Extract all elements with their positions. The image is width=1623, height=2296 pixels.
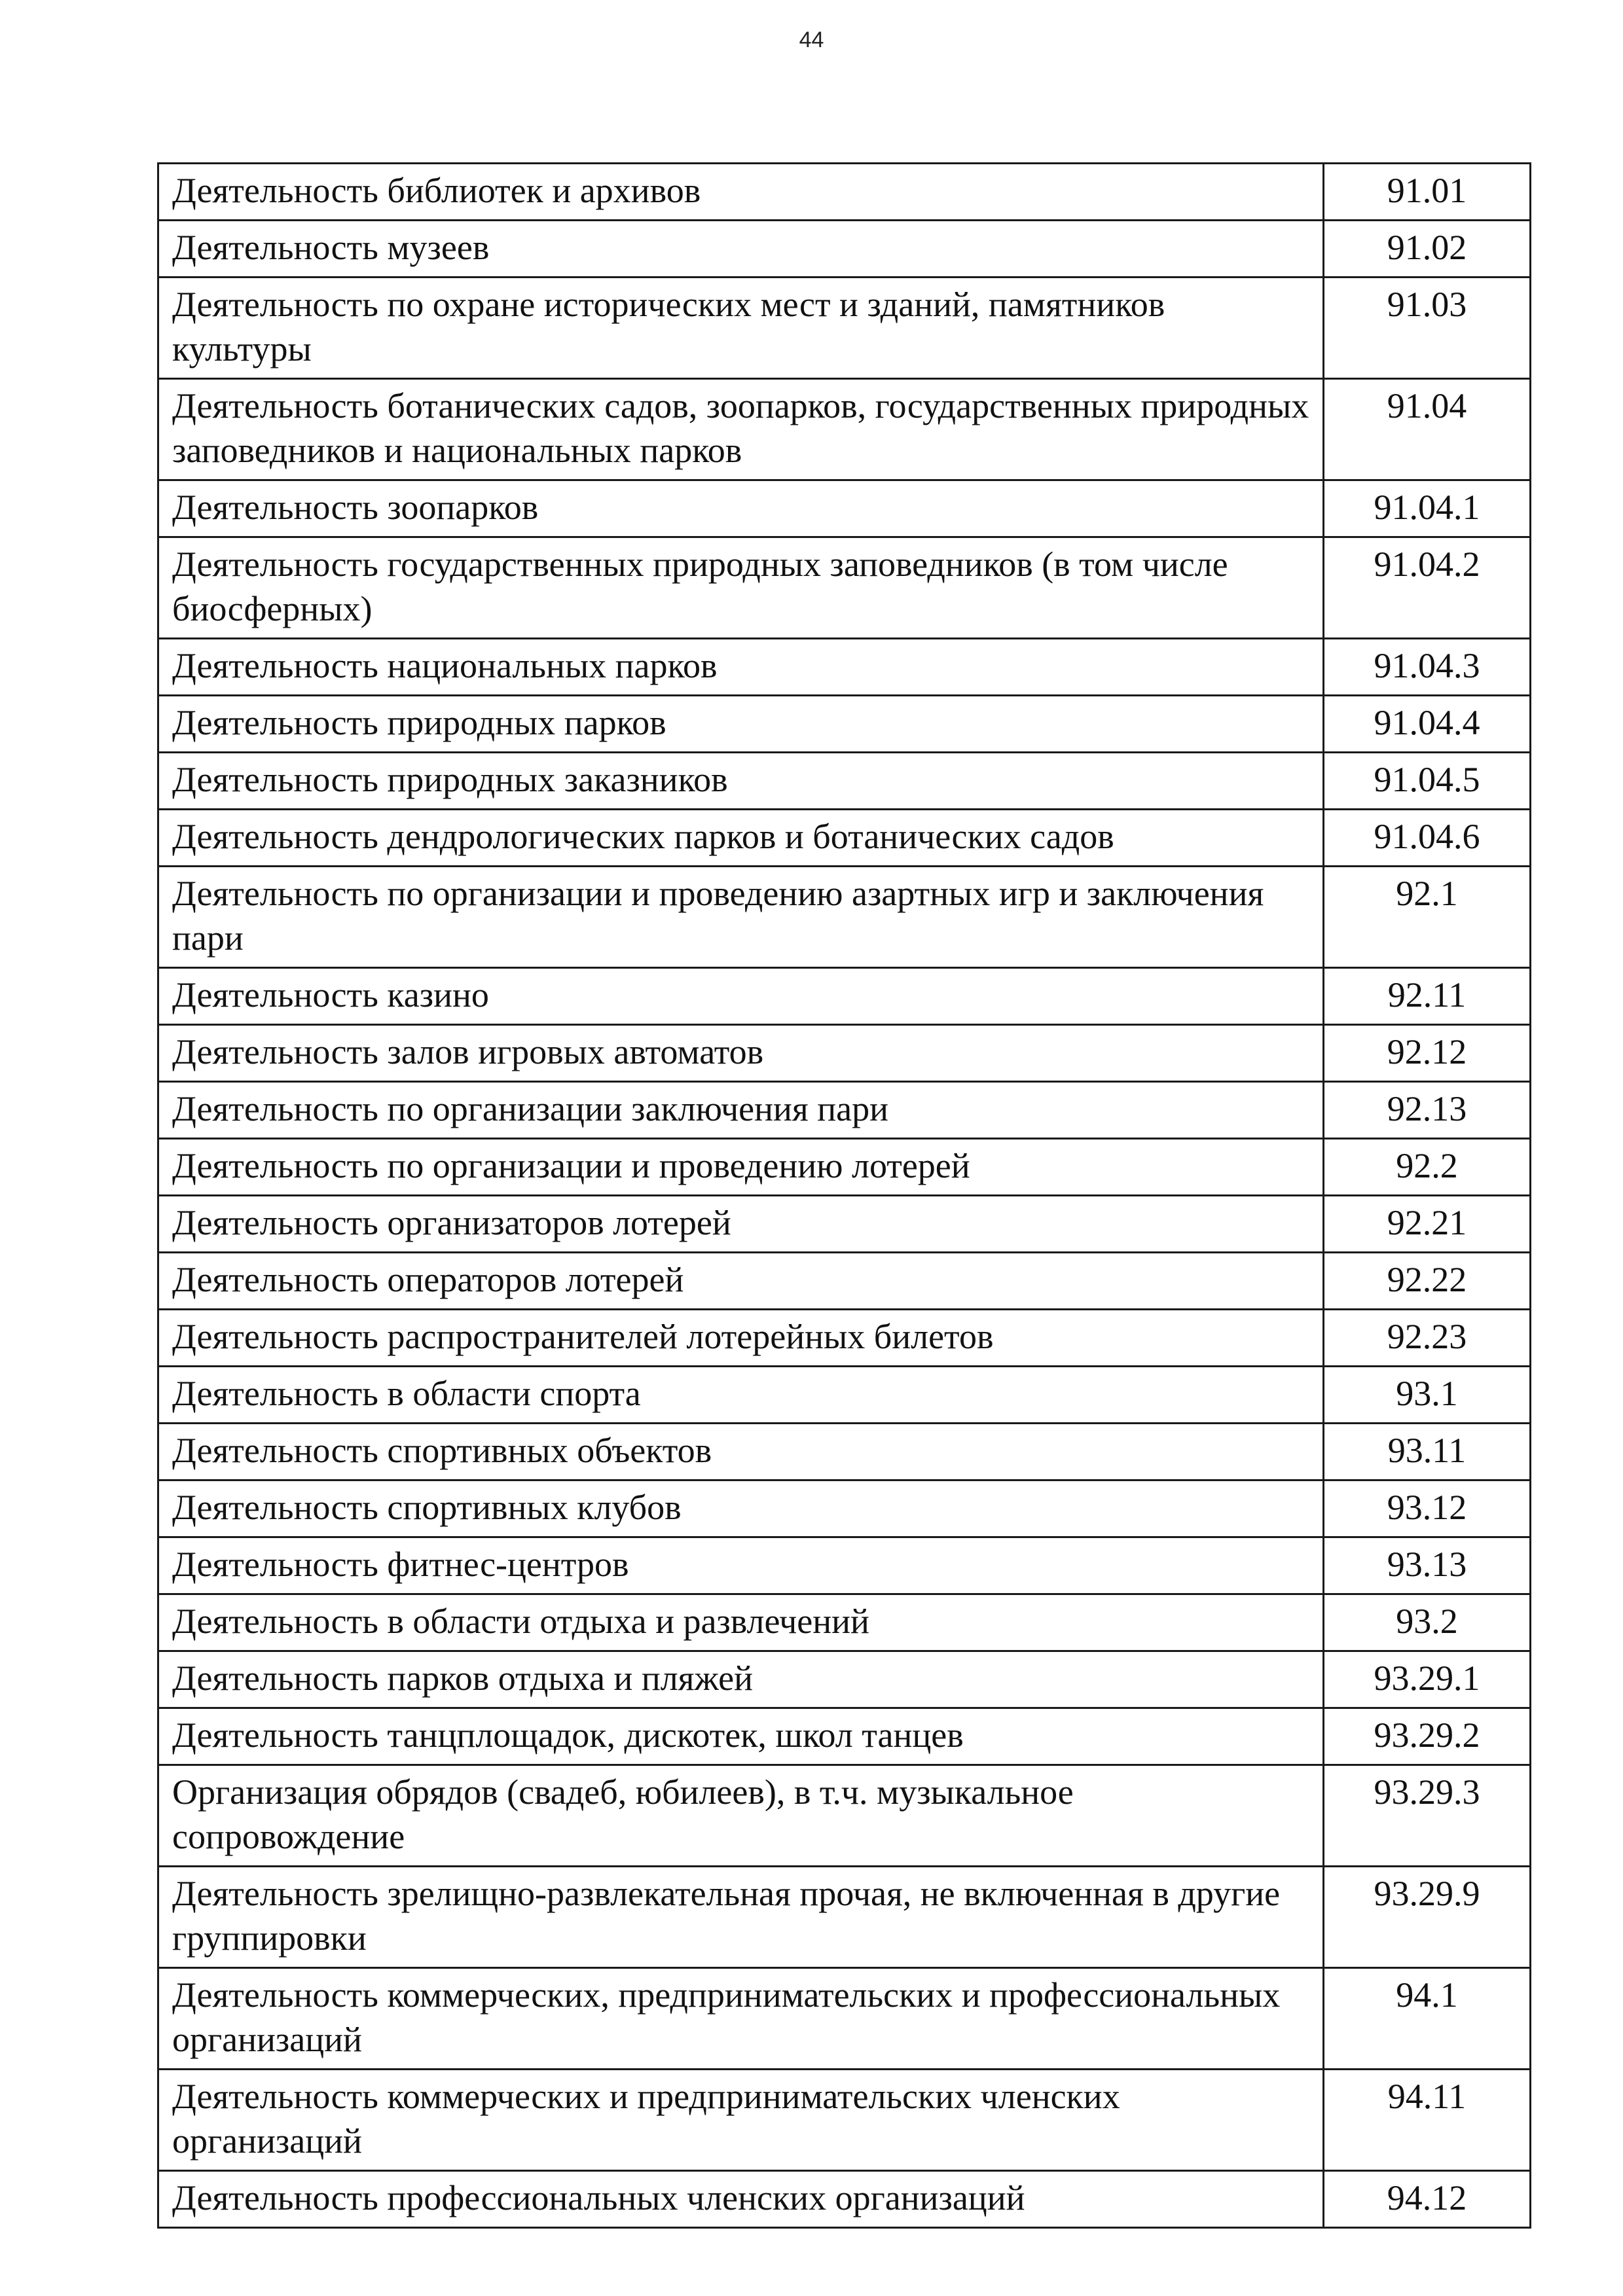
activity-code-cell: 91.04.1	[1324, 480, 1531, 537]
activity-name-cell: Деятельность ботанических садов, зоопарков, государственных природных заповедников и национальных парков	[158, 379, 1324, 480]
table-row	[158, 810, 1531, 867]
activity-name-cell: Деятельность по охране исторических мест и зданий, памятников культуры	[158, 278, 1324, 379]
activity-name-cell: Деятельность библиотек и архивов	[158, 164, 1324, 221]
activity-name-cell: Деятельность распространителей лотерейных билетов	[158, 1310, 1324, 1367]
table-row	[158, 1253, 1531, 1310]
table-row	[158, 221, 1531, 278]
activity-name-cell: Деятельность в области спорта	[158, 1367, 1324, 1424]
table-row	[158, 1196, 1531, 1253]
activity-name-cell: Деятельность в области отдыха и развлечений	[158, 1594, 1324, 1651]
activity-name-cell: Деятельность зоопарков	[158, 480, 1324, 537]
activity-name-cell: Деятельность казино	[158, 968, 1324, 1025]
table-row	[158, 379, 1531, 480]
table-row	[158, 480, 1531, 537]
activity-code-cell: 92.2	[1324, 1139, 1531, 1196]
activity-name-cell: Деятельность коммерческих и предпринимательских членских организаций	[158, 2070, 1324, 2171]
table-row	[158, 537, 1531, 639]
activity-name-cell: Деятельность спортивных клубов	[158, 1480, 1324, 1537]
activity-code-cell: 93.29.2	[1324, 1708, 1531, 1765]
activity-code-cell: 94.12	[1324, 2171, 1531, 2228]
activity-code-cell: 92.13	[1324, 1082, 1531, 1139]
activity-name-cell: Деятельность зрелищно-развлекательная прочая, не включенная в другие группировки	[158, 1867, 1324, 1968]
table-row	[158, 1310, 1531, 1367]
activity-name-cell: Организация обрядов (свадеб, юбилеев), в т.ч. музыкальное сопровождение	[158, 1765, 1324, 1867]
table-row	[158, 1765, 1531, 1867]
activity-code-cell: 91.04.2	[1324, 537, 1531, 639]
activity-name-cell: Деятельность дендрологических парков и ботанических садов	[158, 810, 1324, 867]
activity-code-cell: 93.29.3	[1324, 1765, 1531, 1867]
table-row	[158, 1139, 1531, 1196]
activity-name-cell: Деятельность организаторов лотерей	[158, 1196, 1324, 1253]
activity-name-cell: Деятельность национальных парков	[158, 639, 1324, 696]
activity-name-cell: Деятельность государственных природных заповедников (в том числе биосферных)	[158, 537, 1324, 639]
activity-code-cell: 92.1	[1324, 867, 1531, 968]
activity-name-cell: Деятельность музеев	[158, 221, 1324, 278]
table-row	[158, 1968, 1531, 2070]
activity-code-cell: 93.2	[1324, 1594, 1531, 1651]
activity-code-cell: 91.03	[1324, 278, 1531, 379]
table-row	[158, 1594, 1531, 1651]
table-row	[158, 1708, 1531, 1765]
table-row	[158, 1867, 1531, 1968]
activity-code-cell: 93.1	[1324, 1367, 1531, 1424]
table-row	[158, 1025, 1531, 1082]
activity-code-cell: 91.04.4	[1324, 696, 1531, 753]
activity-code-cell: 91.04.5	[1324, 753, 1531, 810]
table-row	[158, 2070, 1531, 2171]
table-row	[158, 2171, 1531, 2228]
table-row	[158, 639, 1531, 696]
activity-code-cell: 93.12	[1324, 1480, 1531, 1537]
activity-name-cell: Деятельность коммерческих, предпринимательских и профессиональных организаций	[158, 1968, 1324, 2070]
activity-code-cell: 91.04	[1324, 379, 1531, 480]
activity-code-cell: 91.04.6	[1324, 810, 1531, 867]
activity-name-cell: Деятельность природных парков	[158, 696, 1324, 753]
activity-name-cell: Деятельность по организации и проведению азартных игр и заключения пари	[158, 867, 1324, 968]
table-row	[158, 968, 1531, 1025]
activity-name-cell: Деятельность по организации заключения пари	[158, 1082, 1324, 1139]
activity-code-cell: 93.11	[1324, 1424, 1531, 1480]
activity-code-cell: 92.23	[1324, 1310, 1531, 1367]
activity-name-cell: Деятельность операторов лотерей	[158, 1253, 1324, 1310]
activity-code-cell: 92.12	[1324, 1025, 1531, 1082]
activity-code-cell: 94.1	[1324, 1968, 1531, 2070]
activity-name-cell: Деятельность по организации и проведению лотерей	[158, 1139, 1324, 1196]
activity-code-cell: 91.04.3	[1324, 639, 1531, 696]
activity-code-cell: 92.21	[1324, 1196, 1531, 1253]
table-row	[158, 753, 1531, 810]
table-row	[158, 1480, 1531, 1537]
activity-code-cell: 93.29.9	[1324, 1867, 1531, 1968]
table-row	[158, 1424, 1531, 1480]
table-row	[158, 1651, 1531, 1708]
table-row	[158, 1367, 1531, 1424]
page-number: 44	[799, 27, 824, 52]
activity-name-cell: Деятельность профессиональных членских организаций	[158, 2171, 1324, 2228]
activity-name-cell: Деятельность природных заказников	[158, 753, 1324, 810]
activity-code-cell: 92.11	[1324, 968, 1531, 1025]
activity-code-cell: 92.22	[1324, 1253, 1531, 1310]
activity-code-cell: 93.13	[1324, 1537, 1531, 1594]
activity-code-cell: 91.01	[1324, 164, 1531, 221]
activity-code-cell: 94.11	[1324, 2070, 1531, 2171]
activity-code-cell: 93.29.1	[1324, 1651, 1531, 1708]
table-row	[158, 867, 1531, 968]
table-row	[158, 696, 1531, 753]
table-row	[158, 1537, 1531, 1594]
table-row	[158, 164, 1531, 221]
activity-name-cell: Деятельность залов игровых автоматов	[158, 1025, 1324, 1082]
table-row	[158, 1082, 1531, 1139]
activity-name-cell: Деятельность танцплощадок, дискотек, школ танцев	[158, 1708, 1324, 1765]
activity-name-cell: Деятельность фитнес-центров	[158, 1537, 1324, 1594]
activity-codes-table	[157, 162, 1531, 2229]
activity-name-cell: Деятельность парков отдыха и пляжей	[158, 1651, 1324, 1708]
table-body	[158, 164, 1531, 2228]
activity-name-cell: Деятельность спортивных объектов	[158, 1424, 1324, 1480]
activity-code-cell: 91.02	[1324, 221, 1531, 278]
table-row	[158, 278, 1531, 379]
